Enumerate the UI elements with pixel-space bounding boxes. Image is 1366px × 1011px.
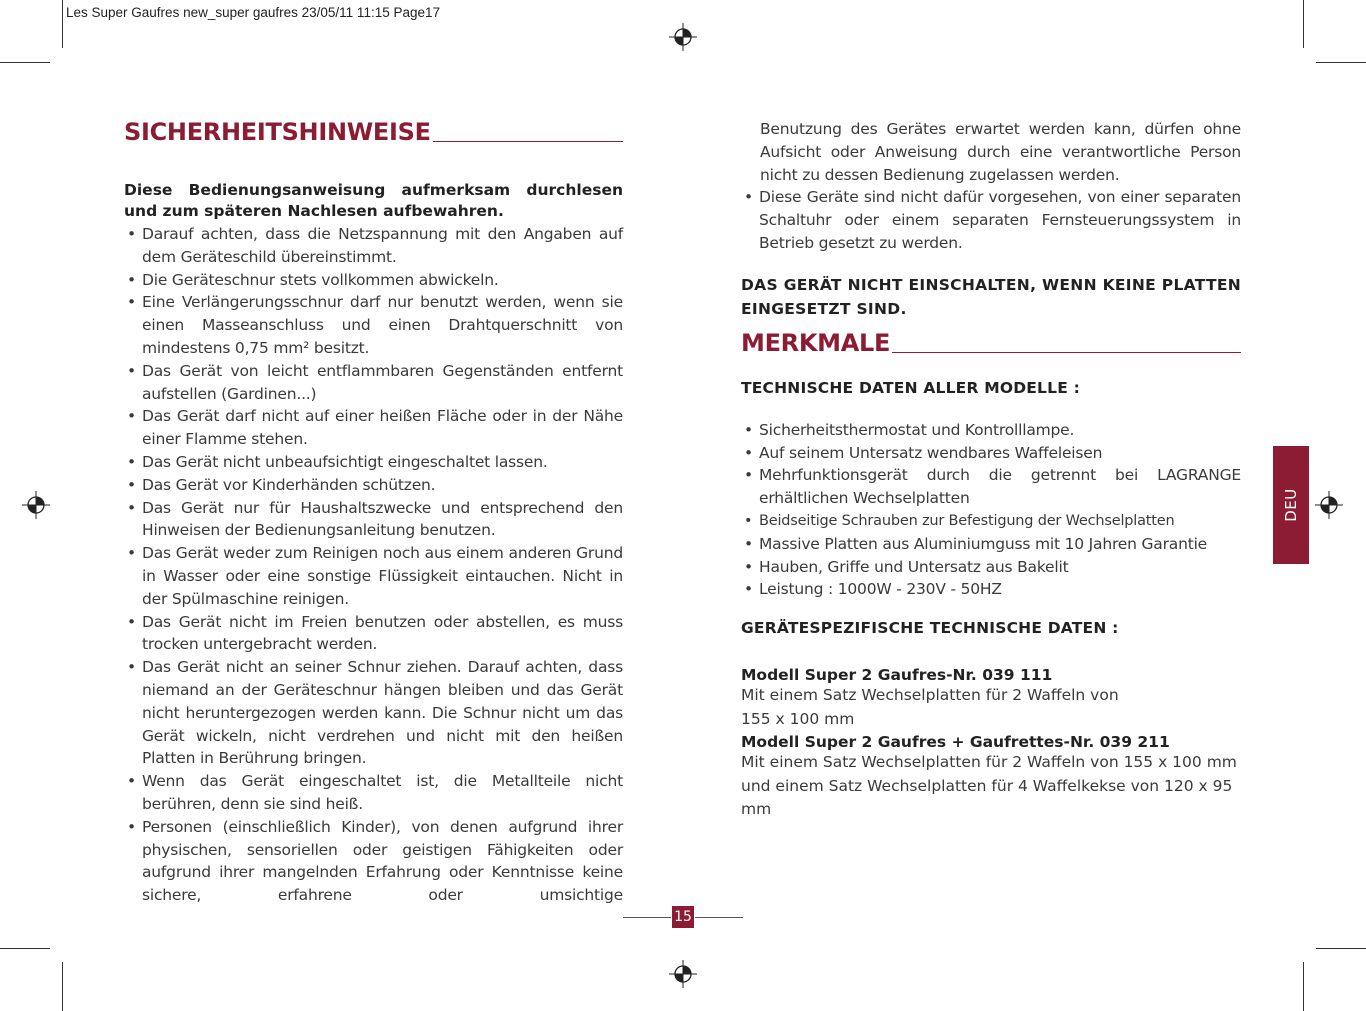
list-item: • Diese Geräte sind nicht dafür vorgesehen, von einer separaten Schaltuhr oder einem separaten Fernsteuerungssystem in Betrieb gesetzt zu werden. — [741, 186, 1241, 254]
crop-mark — [62, 0, 63, 48]
list-item: • Das Gerät nicht unbeaufsichtigt eingeschaltet lassen. — [124, 451, 623, 474]
list-item: • Das Gerät nur für Haushaltszwecke und entsprechend den Hinweisen der Bedienungsanleitung benutzen. — [124, 497, 623, 543]
features-list — [741, 419, 1241, 601]
features-section-title — [741, 329, 1241, 357]
list-item: • Sicherheitsthermostat und Kontrolllampe. — [741, 419, 1241, 442]
model1-text-line2: 155 x 100 mm — [741, 709, 855, 728]
title-rule — [892, 352, 1241, 353]
crop-mark — [1303, 962, 1304, 1011]
crop-mark — [62, 962, 63, 1011]
crop-mark — [0, 62, 50, 63]
registration-mark-icon — [1315, 491, 1343, 519]
list-item: • Eine Verlängerungsschnur darf nur benutzt werden, wenn sie einen Masseanschluss und einen Drahtquerschnitt von mindestens 0,75 mm² besitzt. — [124, 291, 623, 359]
registration-mark-icon — [669, 960, 697, 988]
list-item: • Das Gerät nicht an seiner Schnur ziehen. Darauf achten, dass niemand an der Geräteschnur hängen bleiben und das Gerät nicht heruntergezogen werden kann. Die Schnur nicht um das Gerät wickeln, nicht verdrehen und nicht mit den heißen Platten in Berührung bringen. — [124, 656, 623, 770]
right-column — [741, 118, 1241, 822]
crop-mark — [1316, 62, 1366, 63]
page-number: 15 — [672, 906, 694, 928]
registration-mark-icon — [22, 491, 50, 519]
model1-title: Modell Super 2 Gaufres-Nr. 039 111 — [741, 666, 1053, 685]
list-item: • Auf seinem Untersatz wendbares Waffeleisen — [741, 442, 1241, 465]
model2-title: Modell Super 2 Gaufres + Gaufrettes-Nr. 039 211 — [741, 733, 1170, 752]
page-number-rule — [623, 917, 671, 918]
safety-intro: Diese Bedienungsanweisung aufmerksam durchlesen und zum späteren Nachlesen aufbewahren. — [124, 181, 623, 220]
list-item: • Wenn das Gerät eingeschaltet ist, die Metallteile nicht berühren, denn sie sind heiß. — [124, 770, 623, 816]
language-tab — [1273, 446, 1309, 564]
list-item: • Hauben, Griffe und Untersatz aus Bakelit — [741, 556, 1241, 579]
left-column — [124, 118, 623, 907]
crop-mark — [0, 948, 50, 949]
list-item: • Personen (einschließlich Kinder), von denen aufgrund ihrer physischen, sensoriellen oder geistigen Fähigkeiten oder aufgrund ihrer mangelnden Erfahrung oder Kenntnisse keine sichere, erfahrene oder umsichtige — [124, 816, 623, 907]
list-item: • Beidseitige Schrauben zur Befestigung der Wechselplatten — [741, 510, 1241, 533]
list-item: • Das Gerät weder zum Reinigen noch aus einem anderen Grund in Wasser oder eine sonstige Flüssigkeit eintauchen. Nicht in der Spülmaschine reinigen. — [124, 542, 623, 610]
model1-text-line1: Mit einem Satz Wechselplatten für 2 Waffeln von — [741, 686, 1119, 705]
page-number-rule — [695, 917, 743, 918]
crop-mark — [1303, 0, 1304, 48]
list-item: • Das Gerät nicht im Freien benutzen oder abstellen, es muss trocken untergebracht werden. — [124, 611, 623, 657]
title-rule — [433, 141, 623, 142]
crop-mark — [1316, 948, 1366, 949]
features-title-text: MERKMALE — [741, 328, 891, 357]
safety-section-title — [124, 118, 623, 146]
list-item: • Das Gerät von leicht entflammbaren Gegenständen entfernt aufstellen (Gardinen...) — [124, 360, 623, 406]
tech-specific-heading: GERÄTESPEZIFISCHE TECHNISCHE DATEN : — [741, 619, 1119, 638]
safety-continuation: Benutzung des Gerätes erwartet werden kann, dürfen ohne Aufsicht oder Anweisung durch eine verantwortliche Person nicht zu dessen Bedienung zugelassen werden. — [760, 120, 1241, 184]
list-item: • Leistung : 1000W - 230V - 50HZ — [741, 578, 1241, 601]
model2-text: Mit einem Satz Wechselplatten für 2 Waffeln von 155 x 100 mm und einem Satz Wechselplatten für 4 Waffelkekse von 120 x 95 mm — [741, 753, 1237, 819]
list-item: • Die Geräteschnur stets vollkommen abwickeln. — [124, 269, 623, 292]
safety-list — [124, 223, 623, 907]
tech-all-heading: TECHNISCHE DATEN ALLER MODELLE : — [741, 378, 1080, 397]
list-item: • Massive Platten aus Aluminiumguss mit 10 Jahren Garantie — [741, 533, 1241, 556]
registration-mark-icon — [669, 23, 697, 51]
list-item: • Das Gerät vor Kinderhänden schützen. — [124, 474, 623, 497]
list-item: • Darauf achten, dass die Netzspannung mit den Angaben auf dem Geräteschild übereinstimmt. — [124, 223, 623, 269]
warning-text: DAS GERÄT NICHT EINSCHALTEN, WENN KEINE PLATTEN EINGESETZT SIND. — [741, 275, 1241, 318]
print-slug-header: Les Super Gaufres new_super gaufres 23/05/11 11:15 Page17 — [66, 5, 441, 20]
safety-list-continued — [741, 186, 1241, 254]
safety-title-text: SICHERHEITSHINWEISE — [124, 118, 431, 146]
language-tab-label: DEU — [1281, 488, 1300, 522]
list-item: • Mehrfunktionsgerät durch die getrennt bei LAGRANGE erhältlichen Wechselplatten — [741, 464, 1241, 510]
list-item: • Das Gerät darf nicht auf einer heißen Fläche oder in der Nähe einer Flamme stehen. — [124, 405, 623, 451]
